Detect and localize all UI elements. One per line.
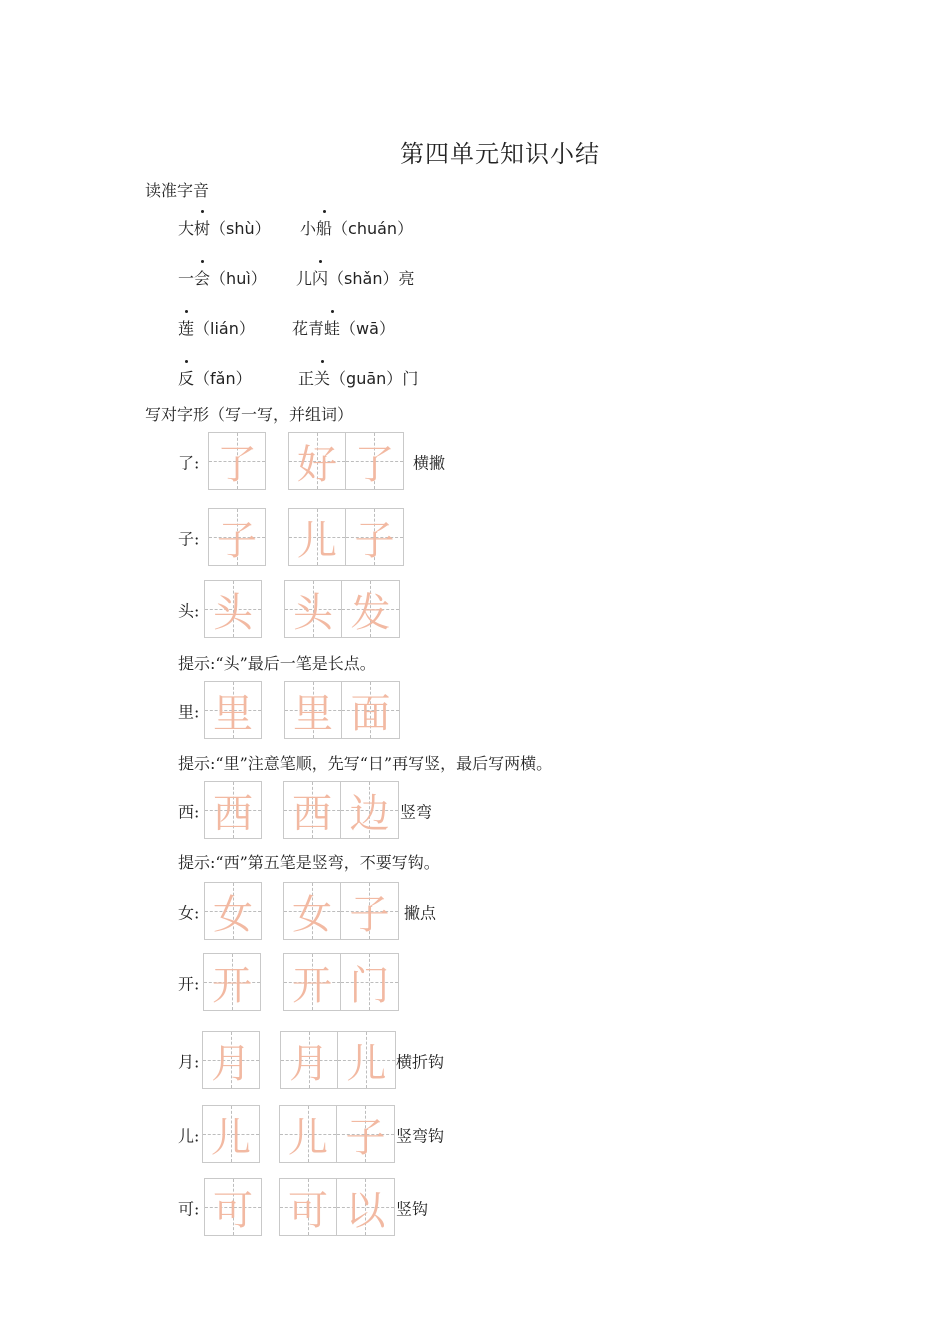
trace-glyph: 里: [213, 690, 253, 737]
pinyin-text: huì: [226, 269, 251, 288]
stroke-name-note: 横撇: [413, 453, 446, 473]
dotted-char: 闪: [312, 266, 328, 289]
trace-glyph: 月: [289, 1040, 329, 1087]
stroke-name-note: 撇点: [404, 903, 437, 923]
dotted-char: 关: [314, 366, 330, 389]
dotted-char: 树: [194, 216, 210, 239]
dotted-char: 反: [178, 366, 194, 389]
writing-grid-box: [202, 1031, 260, 1089]
trace-glyph: 子: [349, 891, 390, 938]
pinyin-text: shǎn: [344, 269, 383, 288]
trace-glyph: 可: [288, 1187, 328, 1234]
writing-grid-box: [284, 580, 342, 638]
word-prefix: 儿: [296, 269, 313, 288]
pinyin-text: lián: [210, 319, 239, 338]
stroke-name-note: 横折钩: [396, 1052, 445, 1072]
pinyin-text: fǎn: [210, 369, 236, 388]
char-label: 儿:: [178, 1126, 200, 1146]
writing-grid-box: [279, 1105, 337, 1163]
stroke-name-note: 竖弯钩: [396, 1126, 445, 1146]
writing-grid-box: [283, 953, 341, 1011]
writing-tip: 提示:“西”第五笔是竖弯，不要写钩。: [178, 853, 440, 872]
pinyin-item: 儿闪（shǎn）亮: [296, 266, 415, 289]
writing-grid-box: [204, 1178, 262, 1236]
writing-grid-box: [338, 1031, 396, 1089]
writing-grid-box: [346, 432, 404, 490]
stroke-name-note: 竖钩: [396, 1199, 429, 1219]
word-prefix: 一: [178, 269, 195, 288]
trace-glyph: 子: [354, 517, 395, 564]
word-prefix: 大: [178, 219, 195, 238]
write-section-heading: 写对字形（写一写，并组词）: [145, 405, 354, 424]
writing-grid-box: [342, 580, 400, 638]
pinyin-text: shù: [226, 219, 255, 238]
trace-glyph: 女: [213, 891, 253, 938]
writing-grid-box: [204, 580, 262, 638]
writing-grid-box: [280, 1031, 338, 1089]
trace-glyph: 以: [345, 1187, 386, 1234]
trace-glyph: 边: [349, 790, 390, 837]
writing-grid-box: [341, 953, 399, 1011]
word-prefix: 花青: [292, 319, 325, 338]
writing-grid-box: [288, 432, 346, 490]
char-label: 可:: [178, 1199, 200, 1219]
writing-grid-box: [204, 781, 262, 839]
trace-glyph: 儿: [346, 1040, 387, 1087]
writing-grid-box: [202, 1105, 260, 1163]
trace-glyph: 好: [297, 441, 337, 488]
writing-grid-box: [341, 781, 399, 839]
trace-glyph: 儿: [288, 1114, 328, 1161]
writing-grid-box: [337, 1178, 395, 1236]
trace-glyph: 子: [217, 517, 257, 564]
trace-glyph: 女: [292, 891, 332, 938]
trace-glyph: 月: [211, 1040, 251, 1087]
writing-grid-box: [284, 681, 342, 739]
pinyin-item: 大树（shù）: [178, 216, 271, 239]
char-label: 女:: [178, 903, 200, 923]
trace-glyph: 儿: [211, 1114, 251, 1161]
dotted-char: 船: [316, 216, 332, 239]
writing-grid-box: [203, 953, 261, 1011]
char-label: 里:: [178, 702, 200, 722]
writing-grid-box: [337, 1105, 395, 1163]
trace-glyph: 了: [217, 441, 257, 488]
trace-glyph: 头: [293, 589, 333, 636]
dotted-char: 蛙: [324, 316, 340, 339]
writing-grid-box: [208, 432, 266, 490]
trace-glyph: 头: [213, 589, 253, 636]
trace-glyph: 开: [212, 962, 252, 1009]
read-section-heading: 读准字音: [145, 181, 210, 200]
writing-grid-box: [283, 781, 341, 839]
word-prefix: 小: [300, 219, 317, 238]
char-label: 了:: [178, 453, 200, 473]
trace-glyph: 开: [292, 962, 332, 1009]
trace-glyph: 可: [213, 1187, 253, 1234]
trace-glyph: 了: [354, 441, 395, 488]
trace-glyph: 门: [349, 962, 390, 1009]
pinyin-item: 反（fǎn）: [178, 366, 252, 389]
writing-grid-box: [208, 508, 266, 566]
pinyin-item: 正关（guān）门: [298, 366, 418, 389]
trace-glyph: 儿: [297, 517, 337, 564]
trace-glyph: 里: [293, 690, 333, 737]
char-label: 头:: [178, 601, 200, 621]
writing-grid-box: [288, 508, 346, 566]
dotted-char: 会: [194, 266, 210, 289]
pinyin-item: 一会（huì）: [178, 266, 267, 289]
writing-grid-box: [204, 681, 262, 739]
writing-tip: 提示:“里”注意笔顺，先写“日”再写竖，最后写两横。: [178, 754, 553, 773]
char-label: 开:: [178, 974, 200, 994]
trace-glyph: 西: [292, 790, 332, 837]
char-label: 子:: [178, 529, 200, 549]
pinyin-text: wā: [356, 319, 379, 338]
writing-grid-box: [346, 508, 404, 566]
writing-grid-box: [279, 1178, 337, 1236]
writing-tip: 提示:“头”最后一笔是长点。: [178, 654, 376, 673]
word-suffix: 亮: [398, 269, 415, 288]
trace-glyph: 子: [345, 1114, 386, 1161]
pinyin-item: 莲（lián）: [178, 316, 255, 339]
stroke-name-note: 竖弯: [400, 802, 433, 822]
pinyin-text: guān: [346, 369, 387, 388]
trace-glyph: 面: [350, 690, 391, 737]
char-label: 月:: [178, 1052, 200, 1072]
trace-glyph: 发: [350, 589, 391, 636]
pinyin-item: 花青蛙（wā）: [292, 316, 395, 339]
writing-grid-box: [283, 882, 341, 940]
writing-grid-box: [204, 882, 262, 940]
writing-grid-box: [342, 681, 400, 739]
trace-glyph: 西: [213, 790, 253, 837]
word-suffix: 门: [402, 369, 419, 388]
page-title: 第四单元知识小结: [400, 140, 600, 168]
writing-grid-box: [341, 882, 399, 940]
word-prefix: 正: [298, 369, 315, 388]
dotted-char: 莲: [178, 316, 194, 339]
char-label: 西:: [178, 802, 200, 822]
pinyin-text: chuán: [348, 219, 398, 238]
pinyin-item: 小船（chuán）: [300, 216, 413, 239]
